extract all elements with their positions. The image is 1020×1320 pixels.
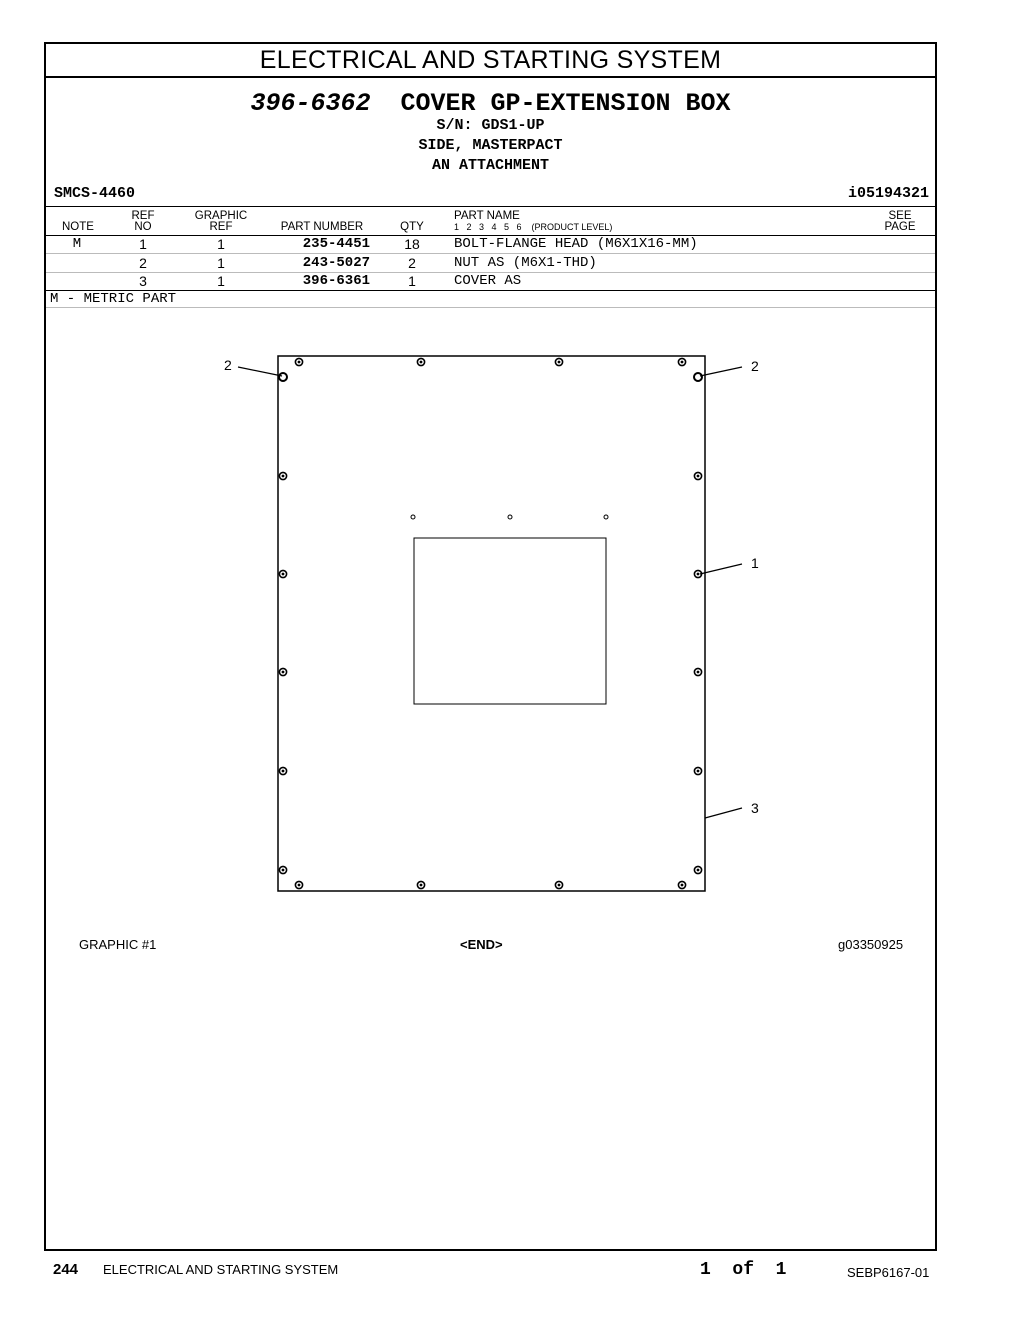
bolt-center — [420, 884, 423, 887]
callout-1: 1 — [751, 555, 759, 571]
row-part-number: 396-6361 — [302, 273, 370, 289]
row-part-name: COVER AS — [454, 273, 522, 289]
bolt-center — [697, 671, 700, 674]
bolt-center — [697, 573, 700, 576]
illustration-id: i05194321 — [847, 185, 929, 202]
callout-2-left: 2 — [224, 357, 232, 373]
bolt-center — [697, 475, 700, 478]
metric-footnote: M - METRIC PART — [50, 291, 177, 307]
header-part-name: PART NAME — [454, 210, 520, 222]
page-number: 244 — [53, 1261, 79, 1278]
group-number: 396-6362 — [250, 89, 371, 118]
graphic-id: g03350925 — [838, 937, 904, 952]
nut — [694, 373, 702, 381]
bolt-center — [558, 361, 561, 364]
row-ref-no: 3 — [139, 273, 147, 289]
bolt-center — [420, 361, 423, 364]
description-line-2: AN ATTACHMENT — [431, 157, 550, 174]
bolt-heads — [279, 358, 702, 888]
bolt-center — [681, 884, 684, 887]
row-ref-no: 2 — [139, 255, 147, 271]
row-qty: 18 — [404, 236, 420, 252]
header-ref-bottom: NO — [134, 221, 152, 233]
row-part-name: NUT AS (M6X1-THD) — [454, 255, 597, 271]
description-line-1: SIDE, MASTERPACT — [418, 137, 563, 154]
callout-2-right: 2 — [751, 358, 759, 374]
document-id: SEBP6167-01 — [847, 1265, 930, 1280]
row-qty: 1 — [408, 273, 416, 289]
header-part-number: PART NUMBER — [280, 221, 364, 233]
bolt-center — [282, 573, 285, 576]
bolt-center — [681, 361, 684, 364]
end-marker: <END> — [460, 937, 503, 952]
row-note: M — [72, 236, 82, 252]
row-part-name: BOLT-FLANGE HEAD (M6X1X16-MM) — [454, 236, 698, 252]
group-name: COVER GP-EXTENSION BOX — [400, 89, 731, 118]
bolt-center — [298, 361, 301, 364]
graphic-caption: GRAPHIC #1 — [79, 937, 157, 952]
header-note: NOTE — [62, 221, 94, 233]
row-part-number: 243-5027 — [302, 255, 370, 271]
cover-outline — [278, 356, 705, 891]
header-product-level: 1 2 3 4 5 6 (PRODUCT LEVEL) — [454, 222, 613, 232]
row-qty: 2 — [408, 255, 416, 271]
callout-3: 3 — [751, 800, 759, 816]
bolt-center — [697, 869, 700, 872]
bolt-center — [282, 475, 285, 478]
section-title: ELECTRICAL AND STARTING SYSTEM — [46, 44, 935, 78]
bolt-center — [282, 770, 285, 773]
row-part-number: 235-4451 — [302, 236, 370, 252]
header-graphic-bottom: REF — [209, 221, 233, 233]
bolt-center — [298, 884, 301, 887]
header-graphic-top: GRAPHIC — [194, 210, 248, 222]
small-holes — [411, 515, 608, 519]
page-frame — [44, 42, 937, 1251]
header-see-top: SEE — [888, 210, 912, 222]
row-graphic-ref: 1 — [217, 255, 225, 271]
row-graphic-ref: 1 — [217, 273, 225, 289]
serial-number: S/N: GDS1-UP — [436, 117, 545, 134]
header-ref-top: REF — [131, 210, 155, 222]
cover-drawing — [46, 44, 935, 1249]
row-graphic-ref: 1 — [217, 236, 225, 252]
nut — [279, 373, 287, 381]
page-of: 1 of 1 — [700, 1260, 787, 1280]
footer-section: ELECTRICAL AND STARTING SYSTEM — [103, 1262, 339, 1277]
bolt-center — [282, 671, 285, 674]
header-see-bottom: PAGE — [884, 221, 916, 233]
bolt-center — [697, 770, 700, 773]
leader-lines — [238, 367, 742, 818]
header-qty: QTY — [400, 221, 424, 233]
bolt-center — [282, 869, 285, 872]
smcs-code: SMCS-4460 — [54, 185, 136, 202]
bolt-center — [558, 884, 561, 887]
row-ref-no: 1 — [139, 236, 147, 252]
